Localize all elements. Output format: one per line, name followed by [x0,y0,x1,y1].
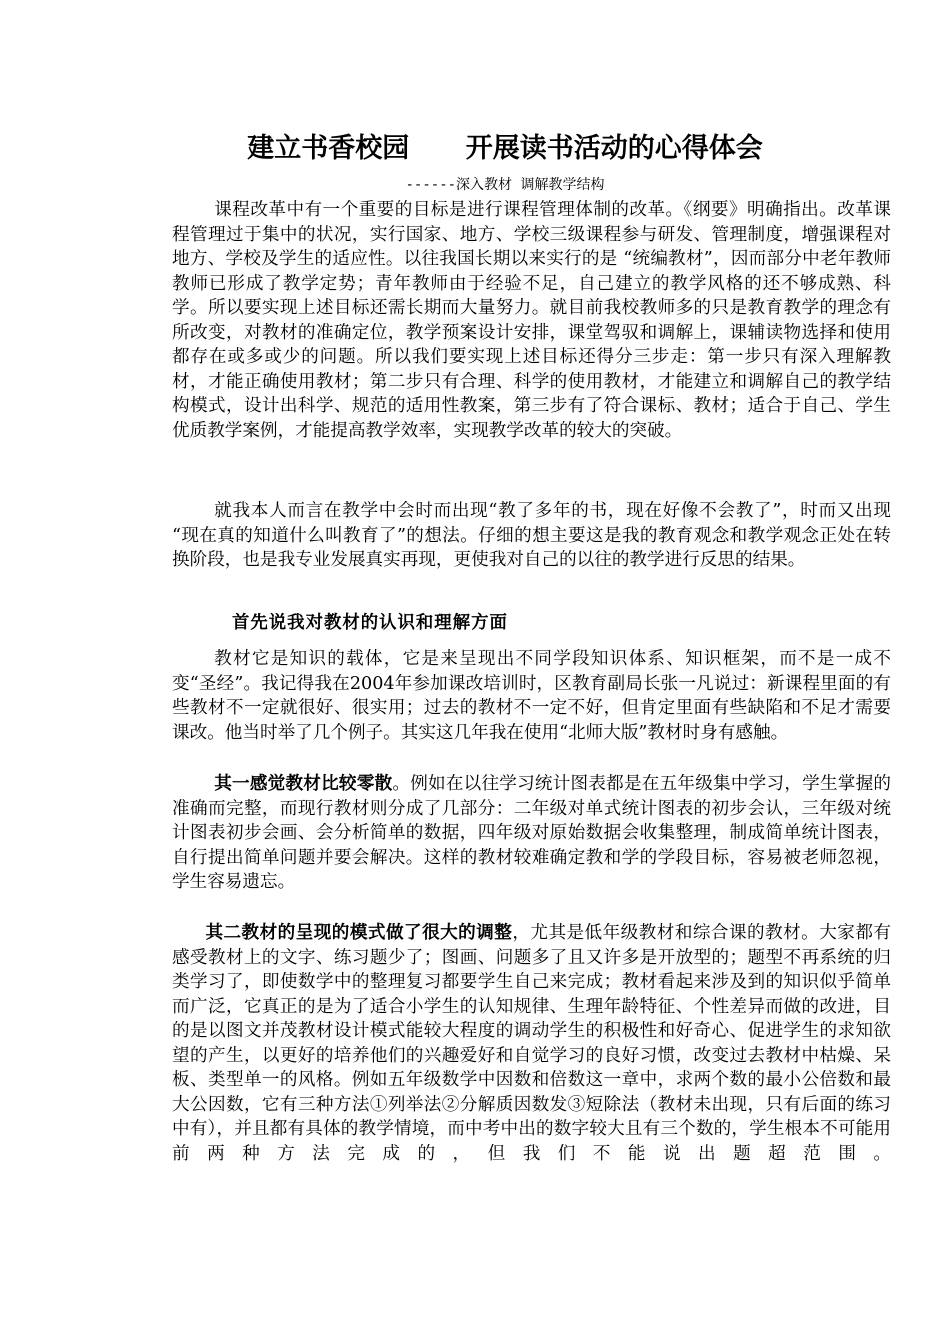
paragraph-curriculum-reform: 课程改革中有一个重要的目标是进行课程管理体制的改革。《纲要》明确指出。改革课程管理过于集中的状况，实行国家、地方、学校三级课程参与研发、管理制度，增强课程对地方、学校及学生的适应性。以往我国长期以来实行的是 “统编教材”，因而部分中老年教师教师已形成了教学定势；青年教师由于经验不足，自己建立的教学风格的还不够成熟、科学。所以要实现上述目标还需长期而大量努力。就目前我校教师多的只是教育教学的理念有所改变，对教材的准确定位，教学预案设计安排，课堂驾驭和调解上，课辅读物选择和使用都存在或多或少的问题。所以我们要实现上述目标还得分三步走：第一步只有深入理解教材，才能正确使用教材；第二步只有合理、科学的使用教材，才能建立和调解自己的教学结构模式，设计出科学、规范的适用性教案，第三步有了符合课标、教材；适合于自己、学生优质教学案例，才能提高教学效率，实现教学改革的较大的突破。 [172,200,891,441]
point-two-body: ，尤其是低年级教材和综合课的教材。大家都有感受教材上的文字、练习题少了；图画、问题多了且又许多是开放型的；题型不再系统的归类学习了，即使数学中的整理复习都要学生自己来完成；教材看起来涉及到的知识似乎简单而广泛，它真正的是为了适合小学生的认知规律、生理年龄特征、个性差异而做的改进，目的是以图文并茂教材设计模式能较大程度的调动学生的积极性和好奇心、促进学生的求知欲望的产生，以更好的培养他们的兴趣爱好和自觉学习的良好习惯，改变过去教材中枯燥、呆板、类型单一的风格。例如五年级数学中因数和倍数这一章中，求两个数的最小公倍数和最大公因数，它有三种方法①列举法②分解质因数发③短除法（教材未出现，只有后面的练习中有），并且都有具体的教学情境，而中考中出的数字较大且有三个数的，学生根本不可能用前两种方法完成的，但我们不能说出题超范围。 [172,923,891,1164]
point-two-lead: 其二教材的呈现的模式做了很大的调整 [205,922,513,943]
point-one-body: 。例如在以往学习统计图表都是在五年级集中学习，学生掌握的准确而完整，而现行教材则分成了几部分：二年级对单式统计图表的初步会认，三年级对统计图表初步会画、会分析简单的数据，四年级对原始数据会收集整理，制成简单统计图表，自行提出简单问题并要会解决。这样的教材较难确定教和学的学段目标，容易被老师忽视，学生容易遗忘。 [172,774,891,892]
document-title: 建立书香校园 开展读书活动的心得体会 [247,133,763,164]
section-heading: 首先说我对教材的认识和理解方面 [232,613,508,633]
document-subtitle: ------深入教材 调解教学结构 [405,177,605,193]
paragraph-personal-reflection: 就我本人而言在教学中会时而出现“教了多年的书，现在好像不会教了”，时而又出现 “现在真的知道什么叫教育了”的想法。仔细的想主要这是我的教育观念和教学观念正处在转换阶段，也是我专业发展真实再现，更使我对自己的以往的教学进行反思的结果。 [172,501,891,570]
paragraph-point-two [172,921,891,1166]
paragraph-textbook-understanding: 教材它是知识的载体，它是来呈现出不同学段知识体系、知识框架，而不是一成不变“圣经”。我记得我在2004年参加课改培训时，区教育副局长张一凡说过：新课程里面的有些教材不一定就很好、很实用；过去的教材不一定不好，但肯定里面有些缺陷和不足才需要课改。他当时举了几个例子。其实这几年我在使用“北师大版”教材时身有感触。 [172,649,891,743]
point-one-lead: 其一感觉教材比较零散 [214,773,393,794]
paragraph-point-one [172,772,891,895]
